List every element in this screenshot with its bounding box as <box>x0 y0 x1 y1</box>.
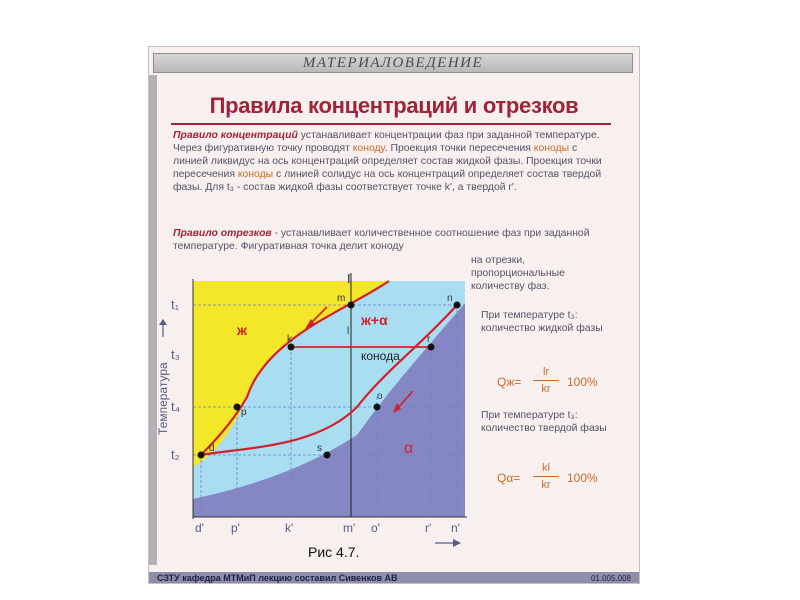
point-d <box>198 452 205 459</box>
para1-konoda-3: коноды <box>237 169 274 180</box>
segment-rule-continuation: на отрезки, пропорциональные количеству фаз. <box>471 255 565 292</box>
footer-code: 01.005.008 <box>590 574 631 583</box>
footer-text: СЗТУ кафедра МТМиП лекцию составил Сивенков АВ <box>157 573 398 583</box>
para1-text-3: с линией ликвидус на ось концентраций определяет состав жидкой фазы. Проекция точки пересечения <box>173 143 602 180</box>
solid-phase-note: При температуре t₃: количество твердой фазы <box>481 410 607 434</box>
two-phase-region-label: ж+α <box>361 312 388 328</box>
para1-konoda-1: коноду <box>352 143 385 154</box>
solid-formula-denominator: kr <box>541 479 551 491</box>
t1-label: t₁ <box>171 297 179 312</box>
point-r-label: r <box>427 334 431 345</box>
x-label-p: p' <box>231 521 240 535</box>
solid-formula-numerator: kl <box>542 462 550 474</box>
para2-text: - устанавливает количественное соотношение фаз при заданной температуре. Фигуративная точка делит коноду <box>173 228 590 252</box>
para1-konoda-2: коноды <box>533 143 570 154</box>
x-label-n: n' <box>451 521 460 535</box>
solid-formula-percent: 100% <box>567 471 598 485</box>
point-p-label: p <box>241 407 247 418</box>
liquid-phase-note: При температуре t₃: количество жидкой фазы <box>481 310 603 334</box>
para1-text-2: . Проекция точки пересечения <box>384 143 534 154</box>
liquid-formula-lhs: Qж= <box>497 375 522 389</box>
x-label-k: k' <box>285 521 294 535</box>
liquid-formula-percent: 100% <box>567 375 598 389</box>
point-n <box>454 302 461 309</box>
temperature-axis-label: Температура <box>156 362 170 435</box>
slide-title: Правила концентраций и отрезков <box>209 93 579 118</box>
point-s <box>324 452 331 459</box>
konoda-label: конода <box>361 349 400 363</box>
point-l-label: l <box>347 326 350 337</box>
liquid-region-label: ж <box>237 322 247 338</box>
concentration-rule-name: Правило концентраций <box>173 130 298 141</box>
point-k-label: k <box>287 334 292 345</box>
solid-region-label: α <box>404 440 414 457</box>
t2-label: t₂ <box>171 447 180 462</box>
point-s-label: s <box>317 443 322 454</box>
point-m-label: m <box>337 293 346 304</box>
y-axis-arrow-head <box>159 319 167 325</box>
para1-text-1: устанавливает концентрации фаз при заданной температуре. Через фигуративную точку проводят <box>173 130 600 154</box>
x-axis-arrow-head <box>453 539 461 547</box>
x-label-d: d' <box>195 521 204 535</box>
point-o-label: o <box>377 391 383 402</box>
x-label-r: r' <box>425 521 432 535</box>
t4-label: t₄ <box>171 399 180 414</box>
segment-rule-name: Правило отрезков <box>173 228 272 239</box>
point-n-label: n <box>447 293 453 304</box>
solid-formula-lhs: Qα= <box>497 471 521 485</box>
para1-text-4: с линией солидус на ось концентраций определяет состав твердой фазы. Для t₃ - состав жидкой фазы соответствует точке k', а твердой r'. <box>173 169 602 193</box>
liquid-formula-denominator: kr <box>541 383 551 395</box>
phase-diagram <box>149 47 640 584</box>
x-label-m: m' <box>343 521 356 535</box>
point-o <box>374 404 381 411</box>
point-d-label: d <box>209 443 215 454</box>
figure-caption: Рис 4.7. <box>308 544 360 560</box>
slide <box>148 46 640 584</box>
x-label-o: o' <box>371 521 380 535</box>
slide-footer <box>149 572 639 584</box>
liquid-formula-numerator: lr <box>542 366 550 378</box>
point-p <box>234 404 241 411</box>
slide-banner: МАТЕРИАЛОВЕДЕНИЕ <box>153 53 633 73</box>
line-I-label: I <box>347 271 351 286</box>
t3-label: t₃ <box>171 347 180 362</box>
point-m <box>348 302 355 309</box>
